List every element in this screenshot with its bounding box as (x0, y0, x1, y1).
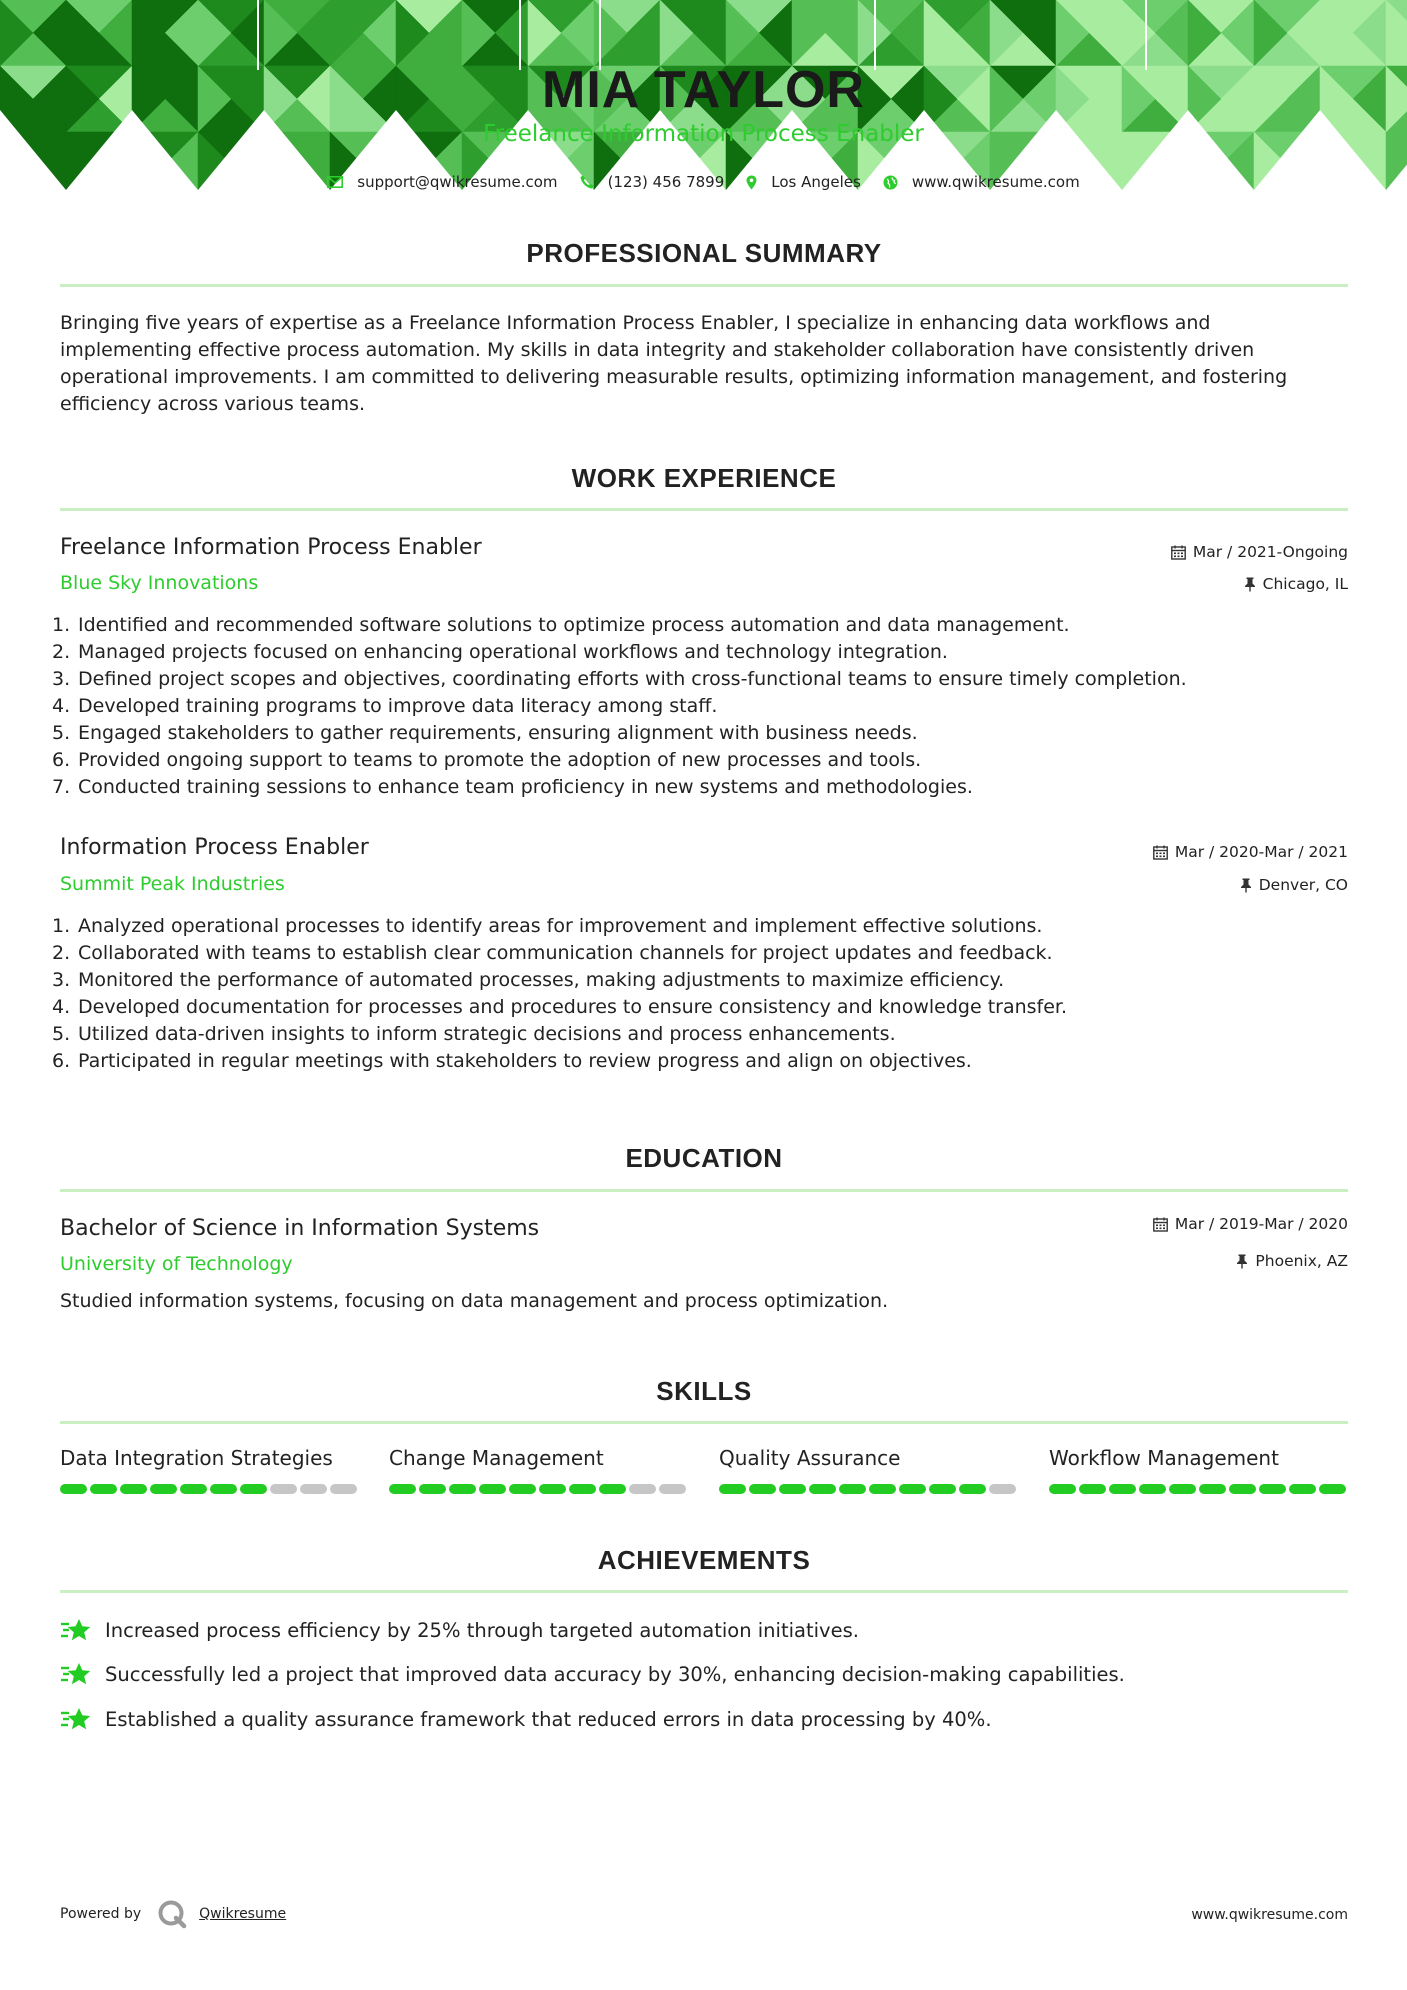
education-heading: EDUCATION (625, 1143, 783, 1173)
skill-segment-filled (1199, 1484, 1226, 1494)
pushpin-icon (1236, 1254, 1248, 1269)
skill-level-bar (1049, 1484, 1349, 1494)
contact-phone[interactable] (580, 173, 725, 191)
phone-text: (123) 456 7899 (607, 173, 725, 191)
skill-segment-filled (899, 1484, 926, 1494)
qwikresume-logo-icon (157, 1899, 187, 1929)
pushpin-icon (1240, 878, 1252, 893)
skill-segment-filled (1049, 1484, 1076, 1494)
summary-line: Bringing five years of expertise as a Freelance Information Process Enabler, I specialize in enhancing data workflows and (60, 312, 1211, 334)
skill-item (719, 1446, 1019, 1494)
skill-segment-filled (1319, 1484, 1346, 1494)
achievement-text: Established a quality assurance framework that reduced errors in data processing by 40%. (105, 1707, 992, 1731)
skill-segment-filled (1079, 1484, 1106, 1494)
skill-segment-filled (509, 1484, 536, 1494)
star-icon (60, 1706, 93, 1732)
skill-segment-filled (959, 1484, 986, 1494)
candidate-title: Freelance Information Process Enabler (483, 121, 924, 147)
degree-title: Bachelor of Science in Information Systems (60, 1216, 540, 1241)
education-dates-text: Mar / 2019-Mar / 2020 (1174, 1215, 1348, 1233)
education-location-text: Phoenix, AZ (1255, 1252, 1348, 1270)
job-dates (1171, 543, 1348, 561)
list-item: 4. Developed documentation for processes and procedures to ensure consistency and knowledge transfer. (52, 996, 1068, 1018)
star-icon (60, 1617, 93, 1643)
summary-text (60, 310, 1348, 418)
job-company: Blue Sky Innovations (60, 572, 259, 594)
job-dates-text: Mar / 2020-Mar / 2021 (1174, 843, 1348, 861)
phone-icon (580, 175, 594, 189)
skill-level-bar (389, 1484, 689, 1494)
experience-heading: WORK EXPERIENCE (571, 463, 837, 493)
skill-segment-empty (989, 1484, 1016, 1494)
job-location (1244, 575, 1348, 593)
school-name: University of Technology (60, 1253, 293, 1275)
achievement-item (60, 1661, 1125, 1687)
achievements-divider (60, 1590, 1348, 1593)
skill-name: Quality Assurance (719, 1446, 901, 1470)
list-item: 1. Analyzed operational processes to identify areas for improvement and implement effective solutions. (52, 915, 1043, 937)
achievement-text: Increased process efficiency by 25% through targeted automation initiatives. (105, 1618, 859, 1642)
skill-level-bar (719, 1484, 1019, 1494)
summary-line: operational improvements. I am committed to delivering measurable results, optimizing information management, and fostering (60, 366, 1288, 388)
achievement-item (60, 1706, 992, 1732)
skill-segment-empty (330, 1484, 357, 1494)
job-dates-text: Mar / 2021-Ongoing (1192, 543, 1348, 561)
job-company: Summit Peak Industries (60, 873, 285, 895)
list-item: 6. Provided ongoing support to teams to promote the adoption of new processes and tools. (52, 749, 922, 771)
contact-location (746, 173, 861, 191)
list-item: 3. Monitored the performance of automated processes, making adjustments to maximize efficiency. (52, 969, 1005, 991)
job-location-text: Denver, CO (1258, 876, 1348, 894)
education-divider (60, 1189, 1348, 1192)
skill-segment-filled (60, 1484, 87, 1494)
education-dates (1153, 1215, 1348, 1233)
skill-segment-filled (389, 1484, 416, 1494)
list-item: 1. Identified and recommended software solutions to optimize process automation and data management. (52, 614, 1070, 636)
list-item: 4. Developed training programs to improve data literacy among staff. (52, 695, 718, 717)
job-title: Freelance Information Process Enabler (60, 535, 482, 560)
achievement-item (60, 1617, 859, 1643)
skill-segment-filled (449, 1484, 476, 1494)
skill-segment-filled (90, 1484, 117, 1494)
skill-segment-empty (300, 1484, 327, 1494)
skill-name: Workflow Management (1049, 1446, 1279, 1470)
skill-segment-filled (150, 1484, 177, 1494)
footer-powered-by (60, 1899, 286, 1929)
skill-segment-filled (809, 1484, 836, 1494)
globe-icon (883, 175, 898, 190)
skill-segment-filled (419, 1484, 446, 1494)
summary-line: implementing effective process automation. My skills in data integrity and stakeholder collaboration have consistently driven (60, 339, 1255, 361)
calendar-icon (1171, 545, 1186, 560)
summary-line: efficiency across various teams. (60, 393, 366, 415)
education-location (1236, 1252, 1348, 1270)
job-responsibilities (52, 612, 1352, 801)
qwikresume-link[interactable]: Qwikresume (199, 1906, 287, 1922)
contact-email[interactable] (327, 173, 557, 191)
job-title: Information Process Enabler (60, 835, 369, 860)
map-pin-icon (746, 175, 757, 190)
skill-segment-empty (629, 1484, 656, 1494)
skill-segment-filled (1139, 1484, 1166, 1494)
candidate-name: MIA TAYLOR (542, 61, 865, 119)
list-item: 7. Conducted training sessions to enhance team proficiency in new systems and methodologies. (52, 776, 973, 798)
job-dates (1153, 843, 1348, 861)
skill-segment-filled (1289, 1484, 1316, 1494)
pushpin-icon (1244, 577, 1256, 592)
skill-segment-filled (1109, 1484, 1136, 1494)
skill-segment-filled (869, 1484, 896, 1494)
skill-item (1049, 1446, 1349, 1494)
skill-segment-empty (270, 1484, 297, 1494)
job-location-text: Chicago, IL (1262, 575, 1348, 593)
star-icon (60, 1661, 93, 1687)
calendar-icon (1153, 1217, 1168, 1232)
job-location (1240, 876, 1348, 894)
email-text: support@qwikresume.com (357, 173, 558, 191)
summary-divider (60, 284, 1348, 287)
skill-segment-filled (929, 1484, 956, 1494)
skill-segment-filled (779, 1484, 806, 1494)
skill-item (389, 1446, 689, 1494)
skill-segment-filled (839, 1484, 866, 1494)
skill-name: Change Management (389, 1446, 604, 1470)
contact-bar (0, 173, 1407, 191)
website-text: www.qwikresume.com (911, 173, 1080, 191)
list-item: 2. Collaborated with teams to establish clear communication channels for project updates and feedback. (52, 942, 1053, 964)
skill-item (60, 1446, 360, 1494)
skill-segment-empty (659, 1484, 686, 1494)
powered-by-label: Powered by (60, 1906, 142, 1922)
skill-segment-filled (1229, 1484, 1256, 1494)
skill-segment-filled (1259, 1484, 1286, 1494)
calendar-icon (1153, 845, 1168, 860)
skill-segment-filled (1169, 1484, 1196, 1494)
skill-segment-filled (120, 1484, 147, 1494)
experience-divider (60, 508, 1348, 511)
list-item: 3. Defined project scopes and objectives, coordinating efforts with cross-functional teams to ensure timely completion. (52, 668, 1187, 690)
job-responsibilities (52, 913, 1352, 1075)
list-item: 5. Engaged stakeholders to gather requirements, ensuring alignment with business needs. (52, 722, 918, 744)
skill-segment-filled (479, 1484, 506, 1494)
list-item: 2. Managed projects focused on enhancing operational workflows and technology integration. (52, 641, 948, 663)
summary-heading: PROFESSIONAL SUMMARY (526, 238, 882, 268)
achievements-heading: ACHIEVEMENTS (597, 1545, 811, 1575)
footer-website[interactable]: www.qwikresume.com (1191, 1907, 1348, 1923)
skill-segment-filled (569, 1484, 596, 1494)
achievement-text: Successfully led a project that improved data accuracy by 30%, enhancing decision-making capabilities. (105, 1662, 1125, 1686)
skill-segment-filled (240, 1484, 267, 1494)
skill-segment-filled (749, 1484, 776, 1494)
skill-segment-filled (210, 1484, 237, 1494)
education-description: Studied information systems, focusing on data management and process optimization. (60, 1290, 889, 1312)
skill-name: Data Integration Strategies (60, 1446, 333, 1470)
skills-heading: SKILLS (656, 1376, 752, 1406)
envelope-icon (327, 176, 343, 188)
skills-divider (60, 1421, 1348, 1424)
location-text: Los Angeles (771, 173, 861, 191)
list-item: 5. Utilized data-driven insights to inform strategic decisions and process enhancements. (52, 1023, 896, 1045)
skill-segment-filled (539, 1484, 566, 1494)
list-item: 6. Participated in regular meetings with stakeholders to review progress and align on objectives. (52, 1050, 972, 1072)
skill-segment-filled (599, 1484, 626, 1494)
contact-website[interactable] (883, 173, 1080, 191)
skill-level-bar (60, 1484, 360, 1494)
skill-segment-filled (719, 1484, 746, 1494)
skill-segment-filled (180, 1484, 207, 1494)
